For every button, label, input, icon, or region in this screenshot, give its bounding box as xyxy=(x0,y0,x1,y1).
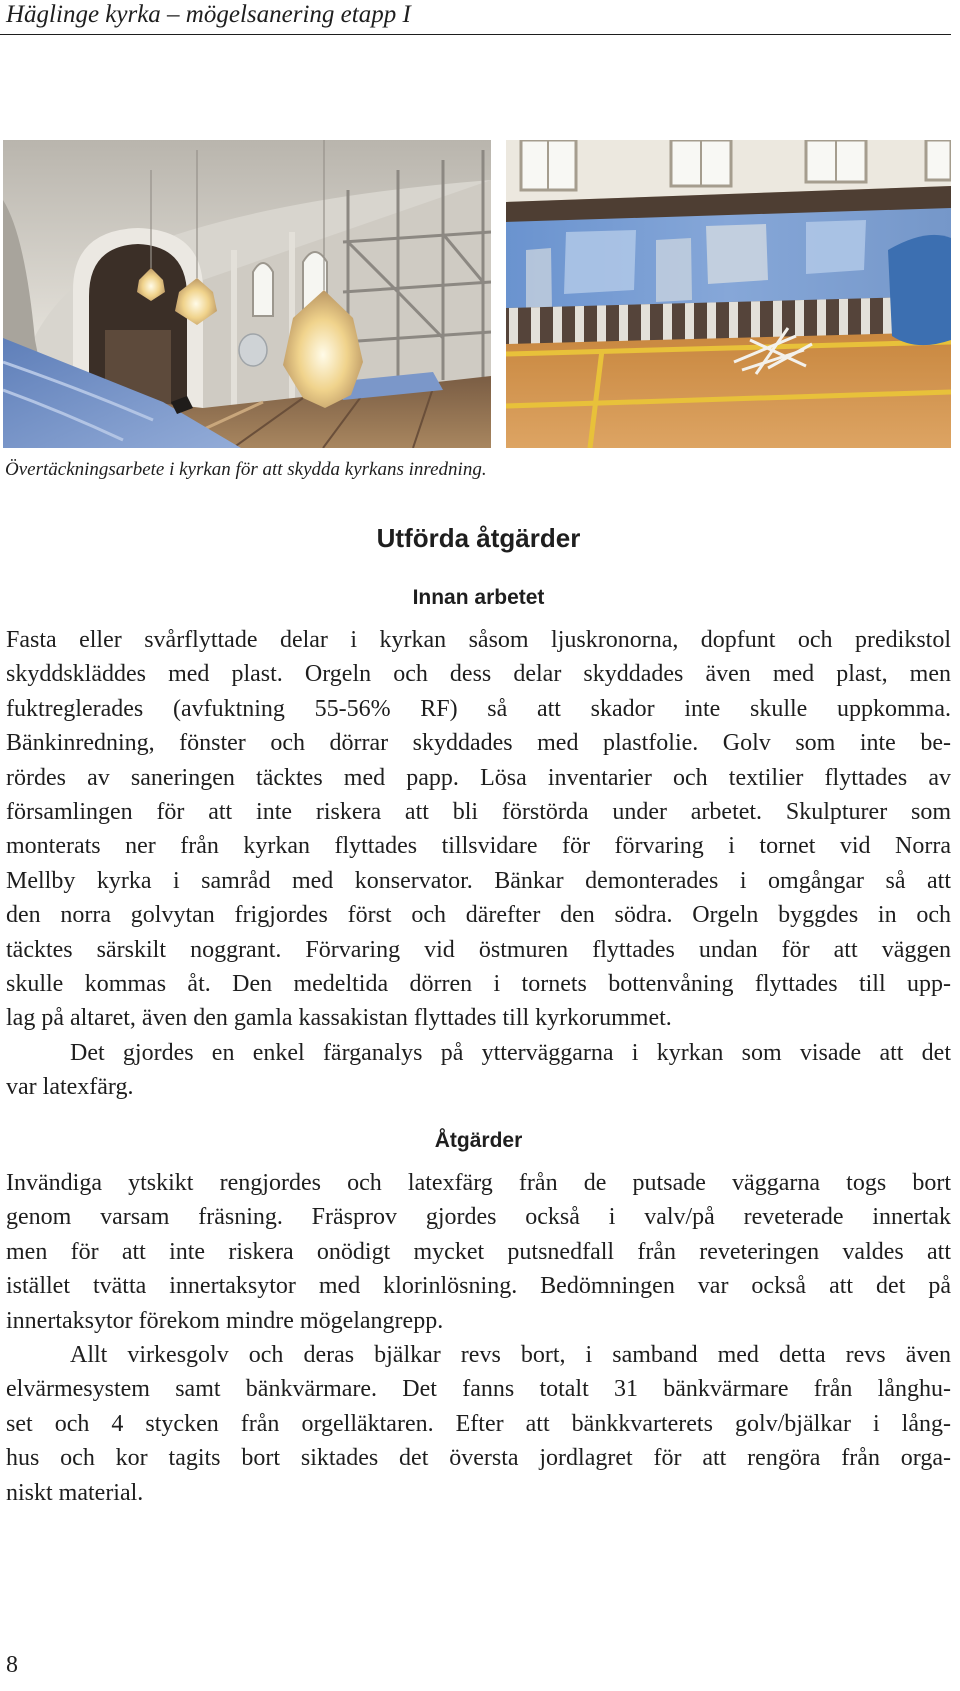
photo-covered-pews-image xyxy=(506,140,951,448)
text-line: skyddskläddes med plast. Orgeln och dess delar skyddades även med plast, men xyxy=(6,661,951,688)
blue-bag xyxy=(888,235,951,345)
text-line: skulle kommas åt. Den medeltida dörren i tornets bottenvåning flyttades till upp- xyxy=(6,970,951,997)
text-line: elvärmesystem samt bänkvärmare. Det fanns totalt 31 bänkvärmare från långhu- xyxy=(6,1376,951,1403)
text-line: församlingen för att inte riskera att bli förstörda under arbetet. Skulpturer som xyxy=(6,798,951,825)
text-line: Mellby kyrka i samråd med konservator. Bänkar demonterades i omgångar så att xyxy=(6,867,951,894)
wrapped-object xyxy=(239,334,267,366)
text-line: Bänkinredning, fönster och dörrar skyddades med plastfolie. Golv som inte be- xyxy=(6,730,951,757)
body-text xyxy=(6,1166,951,1510)
page-number: 8 xyxy=(6,1652,18,1678)
text-line: hus och kor tagits bort siktades det översta jordlagret för att rengöra från orga- xyxy=(6,1445,951,1472)
body-text xyxy=(6,623,951,1104)
text-line: Det gjordes en enkel färganalys på ytterväggarna i kyrkan som visade att det xyxy=(70,1039,951,1066)
text-line: lag på altaret, även den gamla kassakistan flyttades till kyrkorummet. xyxy=(6,1005,672,1032)
text-line: fuktreglerades (avfuktning 55-56% RF) så att skador inte skulle uppkomma. xyxy=(6,695,951,722)
subsection-title: Åtgärder xyxy=(434,1129,523,1152)
text-line: set och 4 stycken från orgelläktaren. Efter att bänkkvarterets golv/bjälkar i lång- xyxy=(6,1410,951,1437)
text-line: innertaksytor förekom mindre mögelangrepp. xyxy=(6,1307,444,1334)
text-line: Invändiga ytskikt rengjordes och latexfärg från de putsade väggarna togs bort xyxy=(6,1170,951,1196)
text-line: var latexfärg. xyxy=(6,1074,134,1101)
photo-church-interior-image xyxy=(3,140,491,448)
text-line: den norra golvytan frigjordes först och därefter den södra. Orgeln byggdes in och xyxy=(6,902,951,929)
header-rule xyxy=(0,34,951,35)
paragraph xyxy=(6,1166,951,1338)
text-line: men för att inte riskera onödigt mycket putsnedfall från reveteringen valdes att xyxy=(6,1238,951,1265)
figure-caption: Övertäckningsarbete i kyrkan för att skydda kyrkans inredning. xyxy=(5,459,487,480)
text-line: monterats ner från kyrkan flyttades tillsvidare för förvaring i tornet vid Norra xyxy=(6,833,951,860)
text-line: genom varsam fräsning. Fräsprov gjordes också i valv/på reveterade innertak xyxy=(6,1204,951,1231)
text-line: rördes av saneringen täcktes med papp. Lösa inventarier och textilier flyttades av xyxy=(6,764,951,791)
photo-covered-pews xyxy=(506,140,951,448)
text-line: täcktes särskilt noggrant. Förvaring vid östmuren flyttades undan för att väggen xyxy=(6,936,951,963)
paragraph xyxy=(6,1036,951,1105)
subsection-title: Innan arbetet xyxy=(412,586,545,609)
running-header: Häglinge kyrka – mögelsanering etapp I xyxy=(6,1,411,28)
text-line: Fasta eller svårflyttade delar i kyrkan såsom ljuskronorna, dopfunt och predikstol xyxy=(6,627,951,653)
text-line: istället tvätta innertaksytor med klorinlösning. Bedömningen var också att det på xyxy=(6,1273,951,1300)
photo-church-interior xyxy=(3,140,491,448)
paragraph xyxy=(6,1338,951,1510)
text-line: Allt virkesgolv och deras bjälkar revs bort, i samband med detta revs även xyxy=(70,1341,951,1368)
text-line: niskt material. xyxy=(6,1479,144,1506)
section-title: Utförda åtgärder xyxy=(376,523,581,553)
paragraph xyxy=(6,623,951,1036)
